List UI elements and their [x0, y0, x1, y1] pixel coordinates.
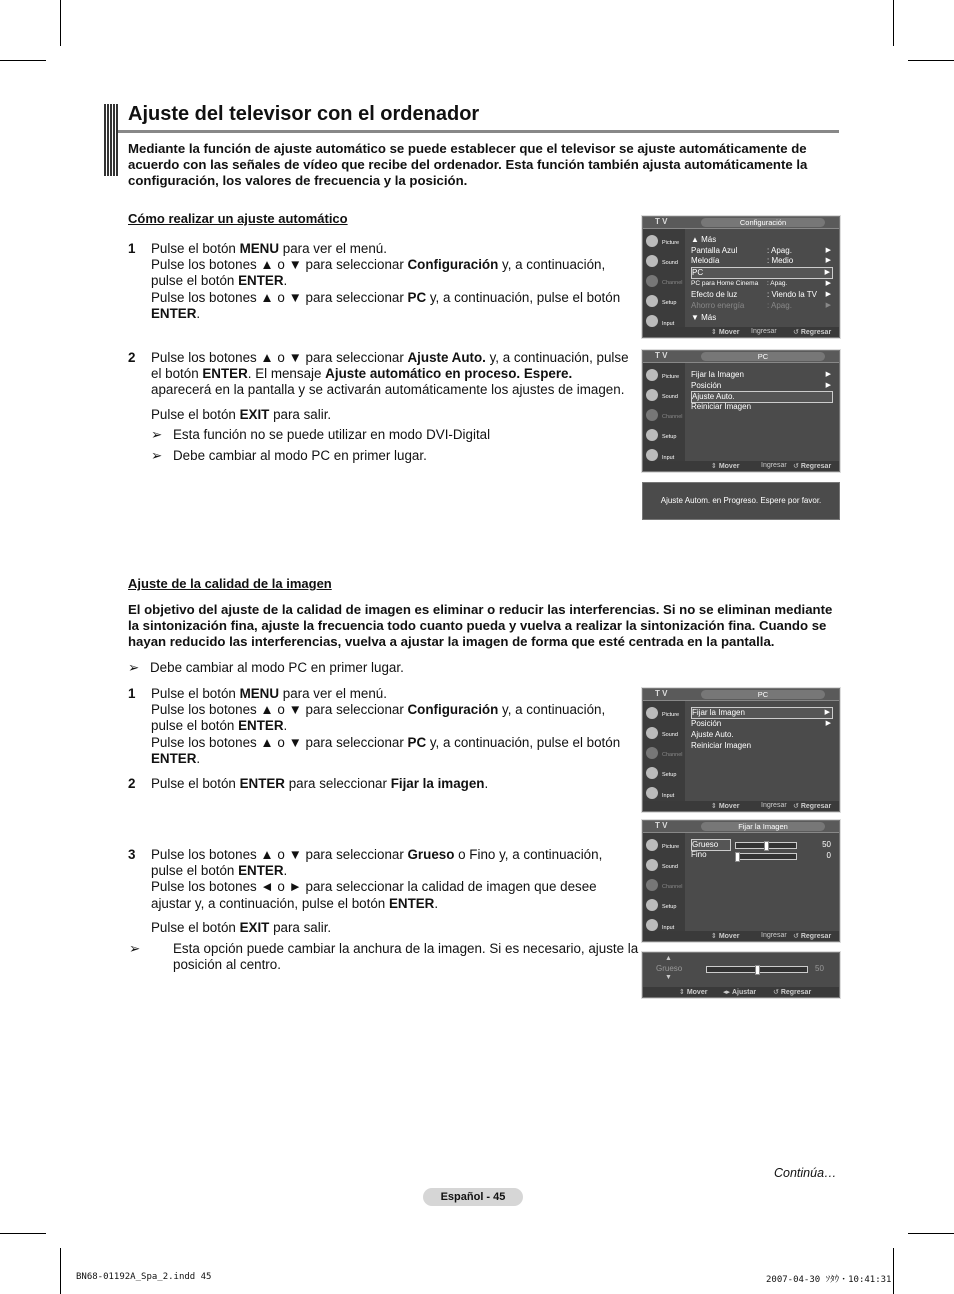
input-icon	[646, 449, 658, 461]
crop-mark	[0, 60, 46, 61]
s2-step-3-text: Pulse los botones ▲ o ▼ para seleccionar Grueso o Fino y, a continuación, pulse el botón ENTER. Pulse los botones ◄ o ► para seleccionar la calidad de imagen que desee ajustar y, a continuación, pulse el botón ENTER.	[151, 847, 603, 911]
tv-footer: ⇕ Mover Ingresar ↺ Regresar	[643, 327, 839, 337]
screen-title: Fijar la Imagen	[701, 822, 825, 831]
auto-adjust-progress-message: Ajuste Autom. en Progreso. Espere por favor.	[642, 482, 840, 520]
step-number: 3	[128, 847, 136, 862]
fino-value: 0	[826, 851, 831, 860]
up-arrow-icon: ▲	[665, 955, 672, 962]
continua-label: Continúa…	[774, 1166, 837, 1180]
sound-icon	[646, 389, 658, 401]
menu-row: Ahorro energía : Apag. ▶	[691, 301, 831, 310]
s2-step-1-text: Pulse el botón MENU para ver el menú. Pulse los botones ▲ o ▼ para seleccionar Configuración y, a continuación, pulse el botón ENTER. Pulse los botones ▲ o ▼ para seleccionar PC y, a continuación, pulse el botón ENTER.	[151, 686, 621, 766]
step-number: 2	[128, 350, 136, 365]
input-icon	[646, 787, 658, 799]
tv-screen-configuracion	[642, 216, 840, 338]
grueso-row: Grueso	[691, 839, 731, 851]
exit-instruction: Pulse el botón EXIT para salir.	[151, 407, 332, 422]
grueso-slider	[735, 842, 797, 849]
menu-row: Pantalla Azul : Apag. ▶	[691, 246, 831, 255]
picture-icon	[646, 839, 658, 851]
input-icon	[646, 315, 658, 327]
note-arrow-icon: ➢	[151, 448, 163, 463]
menu-row: Posición ▶	[691, 381, 831, 390]
screen-title: PC	[701, 352, 825, 361]
tv-screen-fijar-imagen: T V Fijar la Imagen Picture Sound Channel Setup Input Grueso 50 Fino 0 ⇕ Mover Ingresar ↺ Regresar	[642, 820, 840, 942]
section-heading-image-quality: Ajuste de la calidad de la imagen	[128, 576, 332, 591]
crop-mark	[893, 1248, 894, 1294]
crop-mark	[60, 0, 61, 46]
screen-title: Configuración	[701, 218, 825, 227]
crop-mark	[908, 60, 954, 61]
intro-paragraph: Mediante la función de ajuste automático se puede establecer que el televisor se ajuste automáticamente de acuerdo con las señales de vídeo que recibe del ordenador. Esta función también ajusta automáticamente la configuración, los valores de frecuencia y la posición.	[128, 141, 808, 188]
s2-step-2-text: Pulse el botón ENTER para seleccionar Fijar la imagen.	[151, 776, 489, 791]
menu-row: Melodía : Medio ▶	[691, 256, 831, 265]
note-pc-mode-2: ➢ Debe cambiar al modo PC en primer lugar.	[128, 660, 404, 675]
sound-icon	[646, 727, 658, 739]
note-arrow-icon: ➢	[129, 941, 141, 956]
picture-icon	[646, 707, 658, 719]
grueso-adjust-slider	[706, 966, 808, 973]
menu-row: Ajuste Auto.	[691, 730, 734, 739]
channel-icon	[646, 747, 658, 759]
setup-icon	[646, 429, 658, 441]
menu-row: Reiniciar Imagen	[691, 402, 752, 411]
step-2-text: Pulse los botones ▲ o ▼ para seleccionar Ajuste Auto. y, a continuación, pulse el botón ENTER. El mensaje Ajuste automático en proceso. Espere. aparecerá en la pantalla y se activarán automáticamente los ajustes de imagen.	[151, 350, 629, 398]
menu-row: PC para Home Cinema : Apag. ▶	[691, 280, 831, 287]
tv-label: T V	[655, 217, 668, 226]
page-title: Ajuste del televisor con el ordenador	[128, 103, 480, 125]
menu-row: Efecto de luz : Viendo la TV ▶	[691, 290, 831, 299]
grueso-value: 50	[822, 840, 831, 849]
page-number: Español - 45	[423, 1188, 523, 1206]
input-icon	[646, 919, 658, 931]
picture-icon	[646, 235, 658, 247]
note-arrow-icon: ➢	[151, 427, 163, 442]
tv-screen-grueso-adjust: ▲ Grueso ▼ 50 ⇕ Mover ◂▸ Ajustar ↺ Regresar	[642, 952, 840, 998]
step-number: 1	[128, 241, 136, 256]
note-width: ➢ Esta opción puede cambiar la anchura de la imagen. Si es necesario, ajuste la posición al centro.	[129, 941, 639, 973]
exit-instruction: Pulse el botón EXIT para salir.	[151, 920, 332, 935]
crop-mark	[893, 0, 894, 46]
fino-row: Fino	[691, 850, 707, 859]
channel-icon	[646, 879, 658, 891]
note-pc-mode: ➢ Debe cambiar al modo PC en primer lugar.	[151, 448, 427, 463]
grueso-label: Grueso	[656, 964, 683, 973]
step-1-text: Pulse el botón MENU para ver el menú. Pulse los botones ▲ o ▼ para seleccionar Configuración y, a continuación, pulse el botón ENTER. Pulse los botones ▲ o ▼ para seleccionar PC y, a continuación, pulse el botón ENTER.	[151, 241, 621, 321]
sound-icon	[646, 859, 658, 871]
crop-mark	[908, 1233, 954, 1234]
menu-row: ▲ Más	[691, 235, 717, 244]
section2-intro: El objetivo del ajuste de la calidad de imagen es eliminar o reducir las interferencias. Si no se eliminan mediante la sintonización fina, ajuste la frecuencia todo cuanto pueda y vuelva a realizar la sintonización fina. Cuando se hayan reducido las interferencias, vuelva a ajustar la imagen de forma que esté centrada en la pantalla.	[128, 602, 833, 649]
channel-icon	[646, 275, 658, 287]
setup-icon	[646, 767, 658, 779]
menu-row: Fijar la Imagen ▶	[691, 370, 831, 379]
tv-screen-pc: T V PC Picture Sound Channel Setup Input Fijar la Imagen ▶ Posición ▶ Ajuste Auto. Reiniciar Imagen ⇕ Mover Ingresar ↺ Regresar	[642, 350, 840, 472]
menu-row-selected: PC ▶	[691, 267, 833, 279]
menu-row: Posición ▶	[691, 719, 831, 728]
section-heading-auto-adjust: Cómo realizar un ajuste automático	[128, 211, 348, 226]
step-number: 1	[128, 686, 136, 701]
tv-sidebar: Picture Sound Channel Setup Input	[643, 229, 685, 327]
down-arrow-icon: ▼	[665, 974, 672, 981]
sound-icon	[646, 255, 658, 267]
slug-file: BN68-01192A_Spa_2.indd 45	[76, 1272, 212, 1282]
title-decoration	[104, 104, 119, 176]
crop-mark	[60, 1248, 61, 1294]
fino-slider	[735, 853, 797, 860]
setup-icon	[646, 899, 658, 911]
menu-row: Reiniciar Imagen	[691, 741, 752, 750]
screen-title: PC	[701, 690, 825, 699]
menu-row-selected: Ajuste Auto.	[691, 391, 833, 403]
channel-icon	[646, 409, 658, 421]
slug-date: 2007-04-30 ｿﾀｳ・10:41:31	[766, 1275, 892, 1285]
grueso-adjust-value: 50	[815, 964, 824, 973]
menu-row-selected: Fijar la Imagen ▶	[691, 707, 833, 719]
title-rule	[118, 130, 839, 133]
setup-icon	[646, 295, 658, 307]
note-arrow-icon: ➢	[128, 660, 140, 675]
note-dvi: ➢ Esta función no se puede utilizar en modo DVI-Digital	[151, 427, 491, 442]
crop-mark	[0, 1233, 46, 1234]
tv-screen-pc-2: T V PC Picture Sound Channel Setup Input Fijar la Imagen ▶ Posición ▶ Ajuste Auto. Reiniciar Imagen ⇕ Mover Ingresar ↺ Regresar	[642, 688, 840, 812]
menu-row: ▼ Más	[691, 313, 717, 322]
step-number: 2	[128, 776, 136, 791]
picture-icon	[646, 369, 658, 381]
